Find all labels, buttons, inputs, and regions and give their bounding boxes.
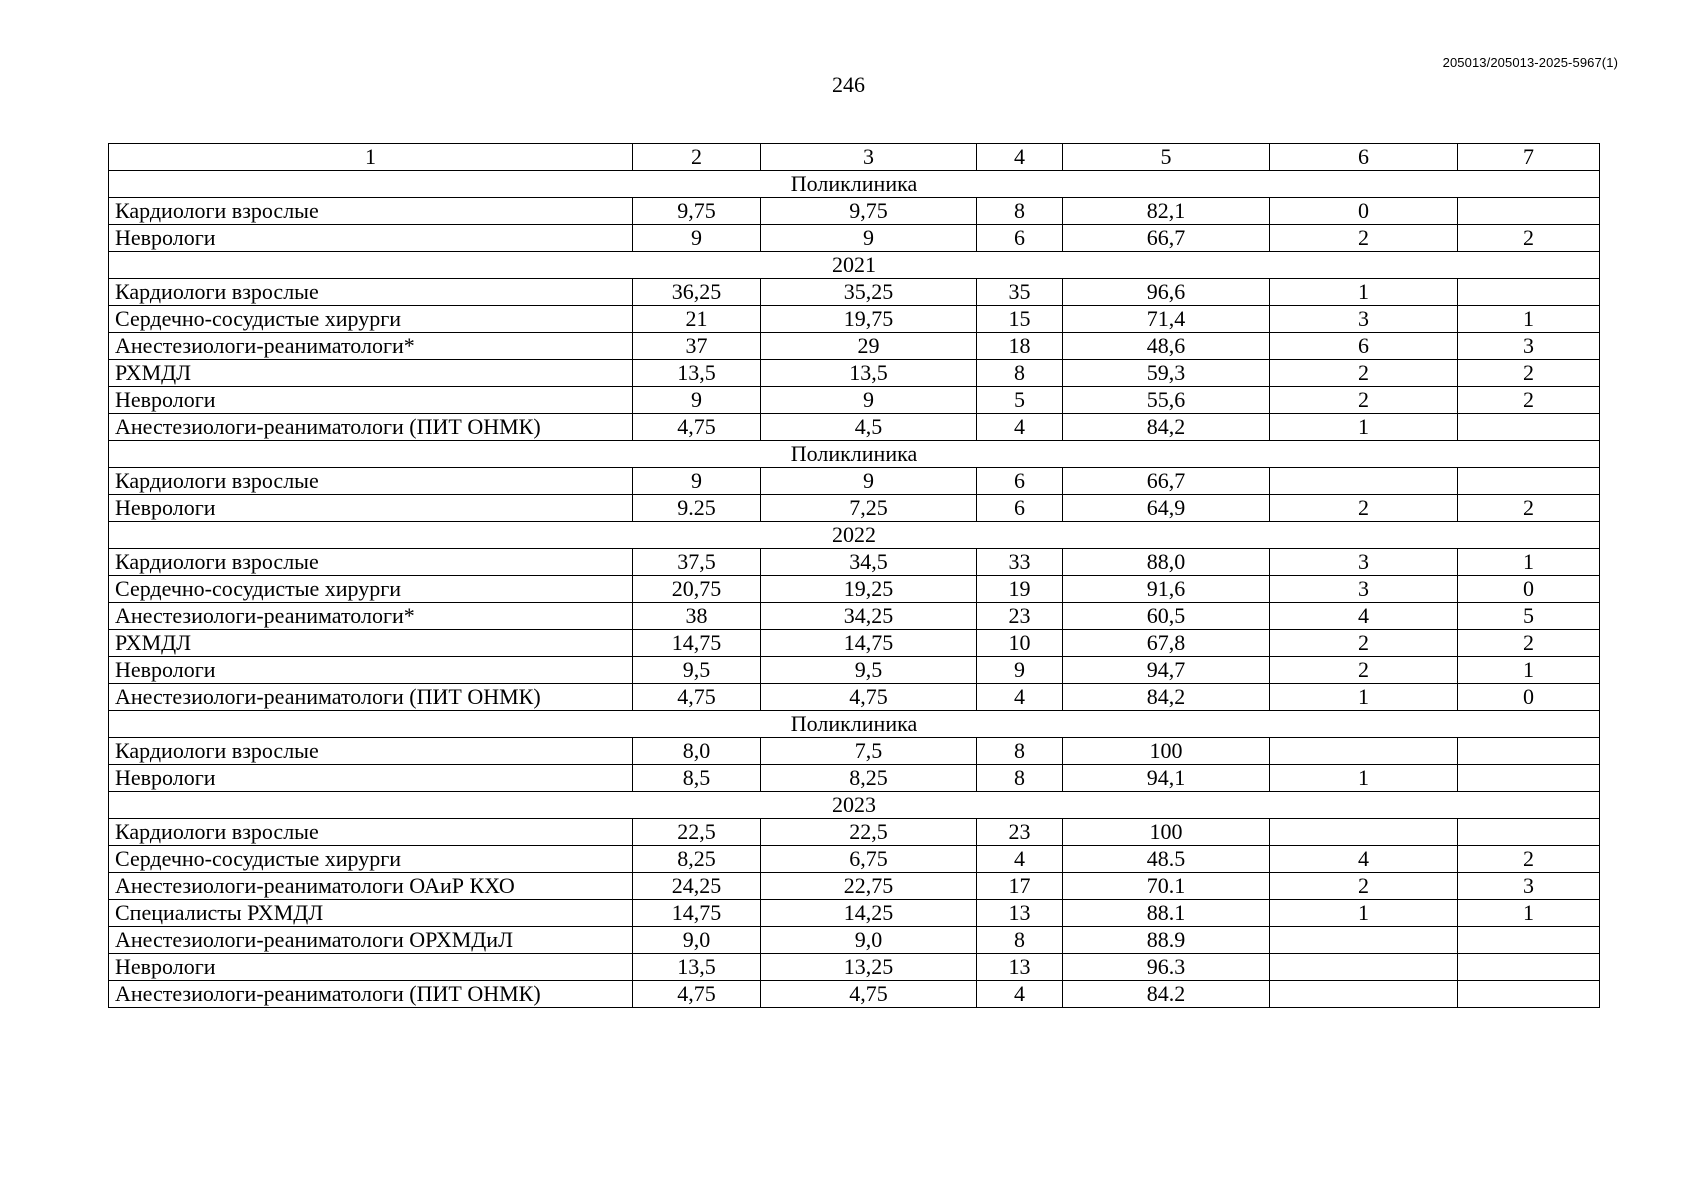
value-cell: 22,5 bbox=[761, 819, 977, 846]
value-cell: 9 bbox=[761, 387, 977, 414]
value-cell: 60,5 bbox=[1063, 603, 1270, 630]
specialty-cell: Анестезиологи-реаниматологи ОРХМДиЛ bbox=[109, 927, 633, 954]
value-cell: 14,75 bbox=[761, 630, 977, 657]
value-cell: 71,4 bbox=[1063, 306, 1270, 333]
value-cell: 4,75 bbox=[761, 684, 977, 711]
value-cell: 35 bbox=[977, 279, 1063, 306]
value-cell: 1 bbox=[1458, 657, 1600, 684]
value-cell bbox=[1458, 414, 1600, 441]
value-cell: 9.25 bbox=[633, 495, 761, 522]
value-cell bbox=[1458, 198, 1600, 225]
value-cell: 20,75 bbox=[633, 576, 761, 603]
value-cell: 1 bbox=[1270, 900, 1458, 927]
value-cell: 2 bbox=[1270, 360, 1458, 387]
value-cell: 34,5 bbox=[761, 549, 977, 576]
section-row bbox=[109, 711, 1600, 738]
value-cell: 9 bbox=[977, 657, 1063, 684]
value-cell: 94,7 bbox=[1063, 657, 1270, 684]
value-cell bbox=[1458, 468, 1600, 495]
specialty-cell: РХМДЛ bbox=[109, 360, 633, 387]
value-cell: 2 bbox=[1458, 225, 1600, 252]
value-cell: 3 bbox=[1270, 306, 1458, 333]
section-title: 2022 bbox=[109, 522, 1600, 549]
value-cell: 8,25 bbox=[761, 765, 977, 792]
staffing-table bbox=[108, 143, 1600, 1008]
section-title: Поликлиника bbox=[109, 711, 1600, 738]
value-cell: 9,5 bbox=[633, 657, 761, 684]
value-cell: 35,25 bbox=[761, 279, 977, 306]
table-row bbox=[109, 981, 1600, 1008]
value-cell: 7,5 bbox=[761, 738, 977, 765]
value-cell: 64,9 bbox=[1063, 495, 1270, 522]
value-cell: 13 bbox=[977, 900, 1063, 927]
value-cell: 8 bbox=[977, 927, 1063, 954]
value-cell: 36,25 bbox=[633, 279, 761, 306]
table-row bbox=[109, 414, 1600, 441]
value-cell: 23 bbox=[977, 603, 1063, 630]
table-row bbox=[109, 549, 1600, 576]
specialty-cell: Кардиологи взрослые bbox=[109, 738, 633, 765]
table-row bbox=[109, 738, 1600, 765]
value-cell bbox=[1458, 765, 1600, 792]
value-cell: 2 bbox=[1270, 630, 1458, 657]
value-cell: 88.1 bbox=[1063, 900, 1270, 927]
value-cell: 5 bbox=[977, 387, 1063, 414]
value-cell: 9,0 bbox=[761, 927, 977, 954]
value-cell: 84,2 bbox=[1063, 684, 1270, 711]
value-cell: 6 bbox=[1270, 333, 1458, 360]
value-cell: 8 bbox=[977, 738, 1063, 765]
specialty-cell: Кардиологи взрослые bbox=[109, 819, 633, 846]
value-cell bbox=[1270, 819, 1458, 846]
page-number: 246 bbox=[832, 72, 865, 97]
value-cell bbox=[1458, 954, 1600, 981]
section-title: Поликлиника bbox=[109, 441, 1600, 468]
value-cell: 2 bbox=[1458, 495, 1600, 522]
column-header: 7 bbox=[1458, 144, 1600, 171]
table-row bbox=[109, 198, 1600, 225]
specialty-cell: Кардиологи взрослые bbox=[109, 549, 633, 576]
table-row bbox=[109, 468, 1600, 495]
value-cell: 66,7 bbox=[1063, 225, 1270, 252]
value-cell: 8,0 bbox=[633, 738, 761, 765]
value-cell: 14,75 bbox=[633, 630, 761, 657]
value-cell bbox=[1270, 981, 1458, 1008]
specialty-cell: Анестезиологи-реаниматологи (ПИТ ОНМК) bbox=[109, 684, 633, 711]
value-cell bbox=[1458, 927, 1600, 954]
value-cell bbox=[1458, 738, 1600, 765]
value-cell: 6 bbox=[977, 468, 1063, 495]
value-cell bbox=[1270, 738, 1458, 765]
table-row bbox=[109, 279, 1600, 306]
table-row bbox=[109, 819, 1600, 846]
value-cell: 38 bbox=[633, 603, 761, 630]
value-cell: 4,75 bbox=[633, 684, 761, 711]
value-cell: 8,25 bbox=[633, 846, 761, 873]
value-cell: 96,6 bbox=[1063, 279, 1270, 306]
value-cell: 2 bbox=[1270, 495, 1458, 522]
value-cell: 70.1 bbox=[1063, 873, 1270, 900]
value-cell: 1 bbox=[1270, 684, 1458, 711]
specialty-cell: Сердечно-сосудистые хирурги bbox=[109, 306, 633, 333]
column-number-row bbox=[109, 144, 1600, 171]
value-cell: 4 bbox=[1270, 603, 1458, 630]
value-cell: 2 bbox=[1270, 225, 1458, 252]
specialty-cell: Неврологи bbox=[109, 954, 633, 981]
value-cell: 7,25 bbox=[761, 495, 977, 522]
value-cell: 6,75 bbox=[761, 846, 977, 873]
value-cell: 4,5 bbox=[761, 414, 977, 441]
table-row bbox=[109, 927, 1600, 954]
value-cell: 8,5 bbox=[633, 765, 761, 792]
value-cell: 100 bbox=[1063, 738, 1270, 765]
value-cell: 84,2 bbox=[1063, 414, 1270, 441]
table-row bbox=[109, 657, 1600, 684]
value-cell: 23 bbox=[977, 819, 1063, 846]
table-body bbox=[109, 144, 1600, 1008]
value-cell: 2 bbox=[1270, 657, 1458, 684]
specialty-cell: Сердечно-сосудистые хирурги bbox=[109, 576, 633, 603]
value-cell: 34,25 bbox=[761, 603, 977, 630]
value-cell: 2 bbox=[1458, 360, 1600, 387]
table-row bbox=[109, 225, 1600, 252]
value-cell: 3 bbox=[1458, 873, 1600, 900]
table-row bbox=[109, 765, 1600, 792]
value-cell: 2 bbox=[1458, 387, 1600, 414]
value-cell: 6 bbox=[977, 495, 1063, 522]
specialty-cell: Анестезиологи-реаниматологи* bbox=[109, 333, 633, 360]
value-cell: 6 bbox=[977, 225, 1063, 252]
table-row bbox=[109, 360, 1600, 387]
value-cell: 9,5 bbox=[761, 657, 977, 684]
value-cell: 33 bbox=[977, 549, 1063, 576]
table-row bbox=[109, 954, 1600, 981]
section-title: 2023 bbox=[109, 792, 1600, 819]
value-cell bbox=[1458, 819, 1600, 846]
value-cell: 4,75 bbox=[633, 414, 761, 441]
value-cell: 2 bbox=[1458, 630, 1600, 657]
value-cell: 48.5 bbox=[1063, 846, 1270, 873]
value-cell: 9 bbox=[633, 225, 761, 252]
table-row bbox=[109, 684, 1600, 711]
specialty-cell: Неврологи bbox=[109, 225, 633, 252]
value-cell: 4 bbox=[977, 846, 1063, 873]
document-id: 205013/205013-2025-5967(1) bbox=[1442, 55, 1618, 70]
value-cell: 1 bbox=[1458, 549, 1600, 576]
value-cell: 13,5 bbox=[633, 954, 761, 981]
value-cell: 37,5 bbox=[633, 549, 761, 576]
value-cell bbox=[1270, 927, 1458, 954]
specialty-cell: Специалисты РХМДЛ bbox=[109, 900, 633, 927]
table-row bbox=[109, 495, 1600, 522]
value-cell: 3 bbox=[1458, 333, 1600, 360]
column-header: 4 bbox=[977, 144, 1063, 171]
column-header: 3 bbox=[761, 144, 977, 171]
value-cell: 9,0 bbox=[633, 927, 761, 954]
section-row bbox=[109, 441, 1600, 468]
specialty-cell: Кардиологи взрослые bbox=[109, 279, 633, 306]
table-row bbox=[109, 846, 1600, 873]
value-cell: 8 bbox=[977, 765, 1063, 792]
value-cell: 14,75 bbox=[633, 900, 761, 927]
value-cell: 24,25 bbox=[633, 873, 761, 900]
value-cell: 0 bbox=[1458, 576, 1600, 603]
value-cell: 88,0 bbox=[1063, 549, 1270, 576]
table-row bbox=[109, 576, 1600, 603]
value-cell: 17 bbox=[977, 873, 1063, 900]
value-cell bbox=[1458, 981, 1600, 1008]
value-cell: 4 bbox=[977, 414, 1063, 441]
value-cell: 13,25 bbox=[761, 954, 977, 981]
column-header: 6 bbox=[1270, 144, 1458, 171]
value-cell: 21 bbox=[633, 306, 761, 333]
specialty-cell: Анестезиологи-реаниматологи (ПИТ ОНМК) bbox=[109, 981, 633, 1008]
specialty-cell: Кардиологи взрослые bbox=[109, 198, 633, 225]
specialty-cell: Анестезиологи-реаниматологи* bbox=[109, 603, 633, 630]
value-cell: 19 bbox=[977, 576, 1063, 603]
value-cell: 9 bbox=[633, 468, 761, 495]
value-cell: 9 bbox=[761, 225, 977, 252]
specialty-cell: Сердечно-сосудистые хирурги bbox=[109, 846, 633, 873]
value-cell: 88.9 bbox=[1063, 927, 1270, 954]
value-cell bbox=[1458, 279, 1600, 306]
table-row bbox=[109, 873, 1600, 900]
value-cell: 0 bbox=[1270, 198, 1458, 225]
value-cell: 55,6 bbox=[1063, 387, 1270, 414]
value-cell: 1 bbox=[1270, 414, 1458, 441]
value-cell: 2 bbox=[1270, 873, 1458, 900]
value-cell: 2 bbox=[1270, 387, 1458, 414]
value-cell: 0 bbox=[1458, 684, 1600, 711]
section-row bbox=[109, 792, 1600, 819]
value-cell: 100 bbox=[1063, 819, 1270, 846]
section-row bbox=[109, 171, 1600, 198]
value-cell: 67,8 bbox=[1063, 630, 1270, 657]
value-cell: 1 bbox=[1270, 765, 1458, 792]
value-cell bbox=[1270, 954, 1458, 981]
value-cell: 14,25 bbox=[761, 900, 977, 927]
column-header: 5 bbox=[1063, 144, 1270, 171]
value-cell: 4,75 bbox=[633, 981, 761, 1008]
specialty-cell: Анестезиологи-реаниматологи (ПИТ ОНМК) bbox=[109, 414, 633, 441]
table-row bbox=[109, 333, 1600, 360]
specialty-cell: Неврологи bbox=[109, 387, 633, 414]
value-cell: 8 bbox=[977, 360, 1063, 387]
table-row bbox=[109, 900, 1600, 927]
value-cell: 13,5 bbox=[633, 360, 761, 387]
value-cell: 82,1 bbox=[1063, 198, 1270, 225]
column-header: 2 bbox=[633, 144, 761, 171]
section-title: 2021 bbox=[109, 252, 1600, 279]
table-row bbox=[109, 603, 1600, 630]
specialty-cell: Неврологи bbox=[109, 495, 633, 522]
specialty-cell: Кардиологи взрослые bbox=[109, 468, 633, 495]
value-cell: 91,6 bbox=[1063, 576, 1270, 603]
value-cell: 22,5 bbox=[633, 819, 761, 846]
value-cell: 13 bbox=[977, 954, 1063, 981]
value-cell bbox=[1270, 468, 1458, 495]
value-cell: 1 bbox=[1458, 900, 1600, 927]
specialty-cell: РХМДЛ bbox=[109, 630, 633, 657]
value-cell: 29 bbox=[761, 333, 977, 360]
value-cell: 9,75 bbox=[761, 198, 977, 225]
value-cell: 48,6 bbox=[1063, 333, 1270, 360]
specialty-cell: Неврологи bbox=[109, 657, 633, 684]
value-cell: 22,75 bbox=[761, 873, 977, 900]
value-cell: 37 bbox=[633, 333, 761, 360]
value-cell: 59,3 bbox=[1063, 360, 1270, 387]
value-cell: 3 bbox=[1270, 549, 1458, 576]
value-cell: 9,75 bbox=[633, 198, 761, 225]
value-cell: 8 bbox=[977, 198, 1063, 225]
value-cell: 2 bbox=[1458, 846, 1600, 873]
value-cell: 3 bbox=[1270, 576, 1458, 603]
value-cell: 9 bbox=[761, 468, 977, 495]
specialty-cell: Анестезиологи-реаниматологи ОАиР КХО bbox=[109, 873, 633, 900]
value-cell: 66,7 bbox=[1063, 468, 1270, 495]
specialty-cell: Неврологи bbox=[109, 765, 633, 792]
value-cell: 4 bbox=[977, 684, 1063, 711]
value-cell: 1 bbox=[1270, 279, 1458, 306]
section-title: Поликлиника bbox=[109, 171, 1600, 198]
value-cell: 18 bbox=[977, 333, 1063, 360]
value-cell: 15 bbox=[977, 306, 1063, 333]
value-cell: 1 bbox=[1458, 306, 1600, 333]
column-header: 1 bbox=[109, 144, 633, 171]
table-row bbox=[109, 306, 1600, 333]
section-row bbox=[109, 252, 1600, 279]
value-cell: 94,1 bbox=[1063, 765, 1270, 792]
table-row bbox=[109, 630, 1600, 657]
value-cell: 19,25 bbox=[761, 576, 977, 603]
value-cell: 9 bbox=[633, 387, 761, 414]
value-cell: 96.3 bbox=[1063, 954, 1270, 981]
value-cell: 84.2 bbox=[1063, 981, 1270, 1008]
value-cell: 5 bbox=[1458, 603, 1600, 630]
section-row bbox=[109, 522, 1600, 549]
value-cell: 10 bbox=[977, 630, 1063, 657]
value-cell: 13,5 bbox=[761, 360, 977, 387]
value-cell: 19,75 bbox=[761, 306, 977, 333]
table-row bbox=[109, 387, 1600, 414]
value-cell: 4 bbox=[1270, 846, 1458, 873]
value-cell: 4 bbox=[977, 981, 1063, 1008]
value-cell: 4,75 bbox=[761, 981, 977, 1008]
